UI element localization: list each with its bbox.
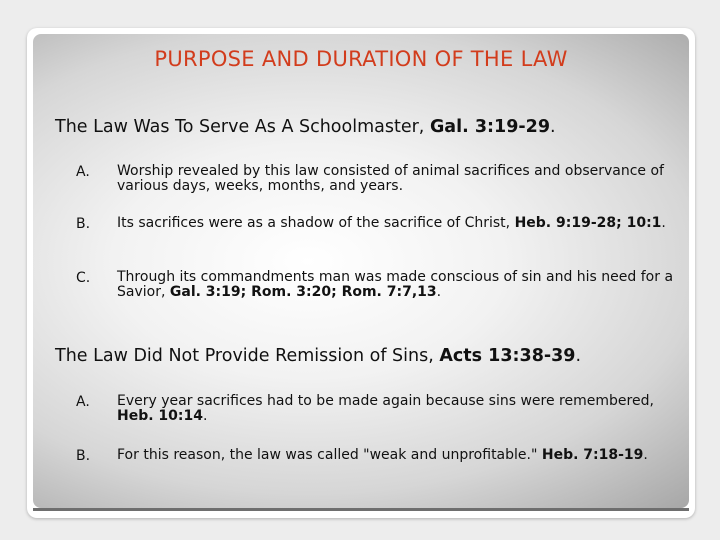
- section-heading-end: .: [550, 117, 556, 137]
- section-heading-text: The Law Did Not Provide Remission of Sins,: [55, 346, 434, 366]
- item-text: Its sacrifices were as a shadow of the sacrifice of Christ,: [117, 215, 511, 231]
- item-end: .: [203, 408, 208, 424]
- item-letter: B.: [76, 216, 91, 232]
- item-reference: Gal. 3:19; Rom. 3:20; Rom. 7:7,13: [169, 284, 437, 300]
- section-heading-end: .: [575, 346, 582, 366]
- item-end: .: [643, 447, 648, 463]
- item-text: Worship revealed by this law consisted of animal sacrifices and observance of various days, weeks, months, and years.: [117, 163, 664, 194]
- item-letter: B.: [76, 448, 91, 464]
- item-reference: Heb. 7:18-19: [541, 447, 644, 463]
- item-text: For this reason, the law was called "weak and unprofitable.": [117, 447, 538, 463]
- item-letter: A.: [76, 164, 90, 180]
- list-item: [117, 216, 692, 231]
- section-heading-reference: Acts 13:38-39: [439, 346, 576, 366]
- list-item: [117, 394, 692, 424]
- item-letter: A.: [76, 394, 90, 410]
- item-end: .: [661, 215, 666, 231]
- item-letter: C.: [76, 270, 91, 286]
- list-item: [117, 270, 692, 300]
- item-reference: Heb. 10:14: [117, 408, 203, 424]
- section-heading-remission: [55, 346, 581, 366]
- section-heading-text: The Law Was To Serve As A Schoolmaster,: [55, 117, 425, 137]
- section-heading-reference: Gal. 3:19-29: [429, 117, 550, 137]
- list-item: [117, 448, 692, 463]
- list-item: [117, 164, 692, 194]
- panel-bottom-rule: [33, 508, 689, 511]
- item-text: Every year sacrifices had to be made again because sins were remembered,: [117, 393, 654, 409]
- item-reference: Heb. 9:19-28; 10:1: [514, 215, 662, 231]
- item-end: .: [436, 284, 442, 300]
- section-heading-schoolmaster: [55, 117, 556, 137]
- item-text: Through its commandments man was made conscious of sin and his need for a Savior,: [117, 269, 674, 300]
- slide-title: PURPOSE AND DURATION OF THE LAW: [154, 47, 568, 71]
